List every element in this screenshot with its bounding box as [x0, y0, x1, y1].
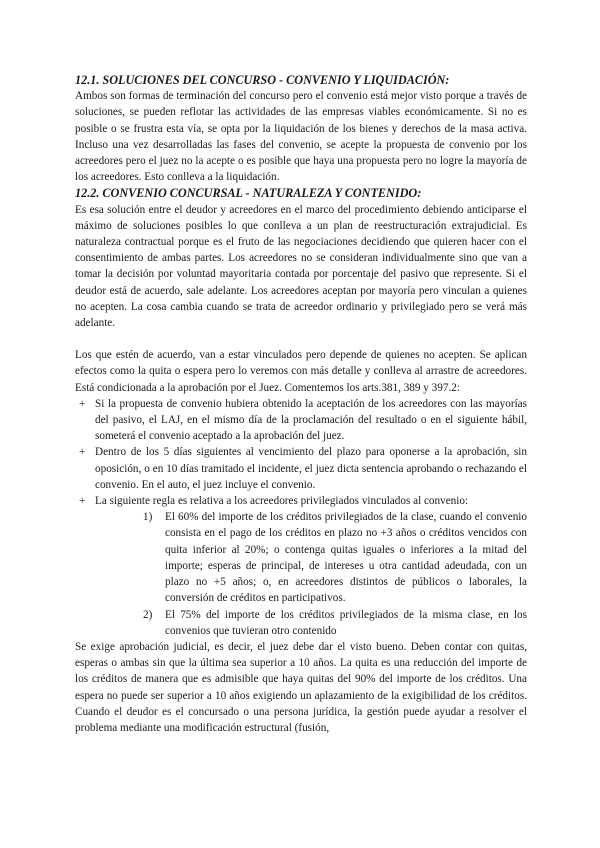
numbered-item-mark: 1)	[143, 511, 153, 524]
list-item: + Si la propuesta de convenio hubiera obtenido la aceptación de los acreedores con las mayorías del pasivo, el LAJ, en el mismo día de la proclamación del resultado o en el siguiente hábil, someterá el convenio aceptado a la aprobación del juez.	[95, 396, 527, 445]
numbered-item-text: El 60% del importe de los créditos privilegiados de la clase, cuando el convenio consista en el pago de los créditos en plazo no +3 años o créditos vencidos con quita inferior al 20%; o contenga quitas iguales o inferiores a la mitad del importe; esperas de principal, de intereses u otra cantidad adeudada, con un plazo no +5 años; o, en acreedores distintos de públicos o laborales, la conversión de créditos en participativos.	[165, 511, 527, 605]
section-2-paragraph-3: Se exige aprobación judicial, es decir, el juez debe dar el visto bueno. Deben contar con quitas, esperas o ambas sin que la última sea superior a 10 años. La quita es una reducción del importe de los créditos de manera que es admisible que haya quitas del 90% del importe de los créditos. Una espera no puede ser superior a 10 años exigiendo un aplazamiento de la exigibilidad de los créditos. Cuando el deudor es el concursado o una persona jurídica, la gestión puede ayudar a resolver el problema mediante una modificación estructural (fusión,	[75, 640, 527, 734]
plus-bullet-list	[75, 396, 527, 639]
numbered-item	[143, 509, 527, 606]
paragraph-gap	[75, 331, 527, 347]
section-2-paragraph-2: Los que estén de acuerdo, van a estar vinculados pero depende de quienes no acepten. Se aplican efectos como la quita o espera pero lo veremos con más detalle y conlleva al arrastre de acreedores. Está condicionada a la aprobación por el Juez. Comentemos los arts.381, 389 y 397.2:	[75, 349, 527, 394]
list-item	[95, 493, 527, 639]
section-2-heading: 12.2. CONVENIO CONCURSAL - NATURALEZA Y CONTENIDO:	[75, 186, 422, 201]
document-page	[75, 72, 527, 736]
section-2-paragraph-1: Es esa solución entre el deudor y acreedores en el marco del procedimiento debiendo anticiparse el máximo de soluciones posibles lo que conlleva a un plan de reestructuración extrajudicial. Es naturaleza contractual porque es el fruto de las negociaciones decidiendo que quieren hacer con el consentimiento de ambas partes. Los acreedores no se consideran individualmente sino que van a tomar la decisión por voluntad mayoritaria contada por porcentaje del pasivo que represente. Si el deudor está de acuerdo, sale adelante. Los acreedores aceptan por mayoría pero vinculan a quienes no acepten. La cosa cambia cuando se trata de acreedor ordinario y privilegiado pero se verá más adelante.	[75, 203, 527, 330]
numbered-item-text: El 75% del importe de los créditos privilegiados de la misma clase, en los convenios que tuvieran otro contenido	[165, 608, 527, 637]
list-item-text: La siguiente regla es relativa a los acreedores privilegiados vinculados al convenio:	[95, 495, 469, 508]
section-1-heading: 12.1. SOLUCIONES DEL CONCURSO - CONVENIO Y LIQUIDACIÓN:	[75, 73, 450, 87]
numbered-item	[143, 607, 527, 639]
numbered-list	[95, 509, 527, 639]
section-1-paragraph: Ambos son formas de terminación del concurso pero el convenio está mejor visto porque a través de soluciones, se pueden reflotar las actividades de las empresas viables económicamente. Si no es posible o se frustra esta vía, se opta por la liquidación de los bienes y derechos de la masa activa. Incluso una vez desarrolladas las fases del convenio, se acepte la propuesta de convenio por los acreedores pero el juez no la acepte o es posible que haya una propuesta pero no logre la mayoría de los acreedores. Esto conlleva a la liquidación.	[75, 90, 527, 184]
list-item: + Dentro de los 5 días siguientes al vencimiento del plazo para oponerse a la aprobación, sin oposición, o en 10 días tramitado el incidente, el juez dicta sentencia aprobando o rechazando el convenio. En el auto, el juez incluye el convenio.	[95, 444, 527, 493]
numbered-item-mark: 2)	[143, 608, 153, 621]
